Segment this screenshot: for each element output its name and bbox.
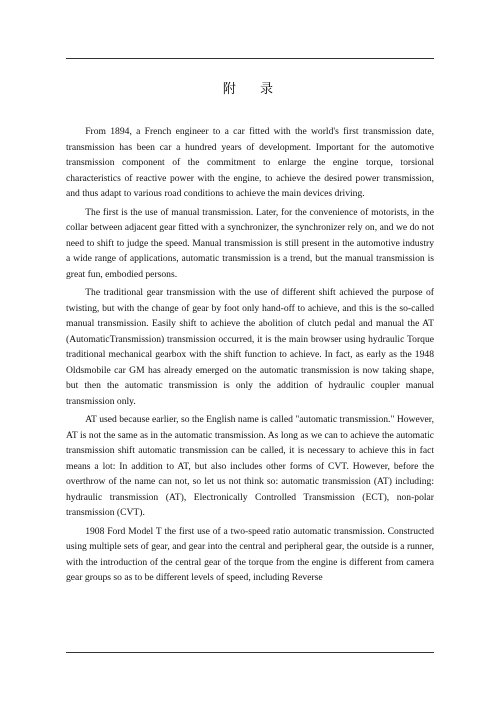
header-rule [66, 58, 434, 59]
page-title: 附 录 [222, 82, 284, 97]
paragraph-2: The first is the use of manual transmission. Later, for the convenience of motorists, in the collar between adjacent gear fitted with a synchronizer, the synchronizer rely on, and we do not need to shift to judge the speed. Manual transmission is still present in the automotive industry a wide range of applications, automatic transmission is a trend, but the manual transmission is great fun, embodied persons. [66, 206, 434, 280]
footer-rule [66, 652, 434, 653]
body-text [66, 124, 434, 589]
paragraph-1: From 1894, a French engineer to a car fitted with the world's first transmission date, transmission has been car a hundred years of development. Important for the automotive transmission component of the commitment to enlarge the engine torque, torsional characteristics of reactive power with the engine, to achieve the desired power transmission, and thus adapt to various road conditions to achieve the main devices driving. [66, 126, 434, 199]
paragraph-4: AT used because earlier, so the English name is called "automatic transmission." However, AT is not the same as in the automatic transmission. As long as we can to achieve the automatic transmission shift automatic transmission can be called, it is necessary to achieve this in fact means a lot: In addition to AT, but also includes other forms of CVT. However, before the overthrow of the name can not, so let us not think so: automatic transmission (AT) including: hydraulic transmission (AT), Electronically Controlled Transmission (ECT), non-polar transmission (CVT). [66, 414, 434, 518]
paragraph-5: 1908 Ford Model T the first use of a two-speed ratio automatic transmission. Constructed using multiple sets of gear, and gear into the central and peripheral gear, the outside is a runner, with the introduction of the central gear of the torque from the engine is different from camera gear groups so as to be different levels of speed, including Reverse [66, 525, 434, 583]
paragraph-3: The traditional gear transmission with the use of different shift achieved the purpose of twisting, but with the change of gear by foot only hand-off to achieve, and this is the so-called manual transmission. Easily shift to achieve the abolition of clutch pedal and manual the AT (AutomaticTransmission) transmission occurred, it is the main browser using hydraulic Torque traditional mechanical gearbox with the shift function to achieve. In fact, as early as the 1948 Oldsmobile car GM has already emerged on the automatic transmission is now taking shape, but then the automatic transmission is only the addition of hydraulic coupler manual transmission only. [66, 287, 434, 407]
